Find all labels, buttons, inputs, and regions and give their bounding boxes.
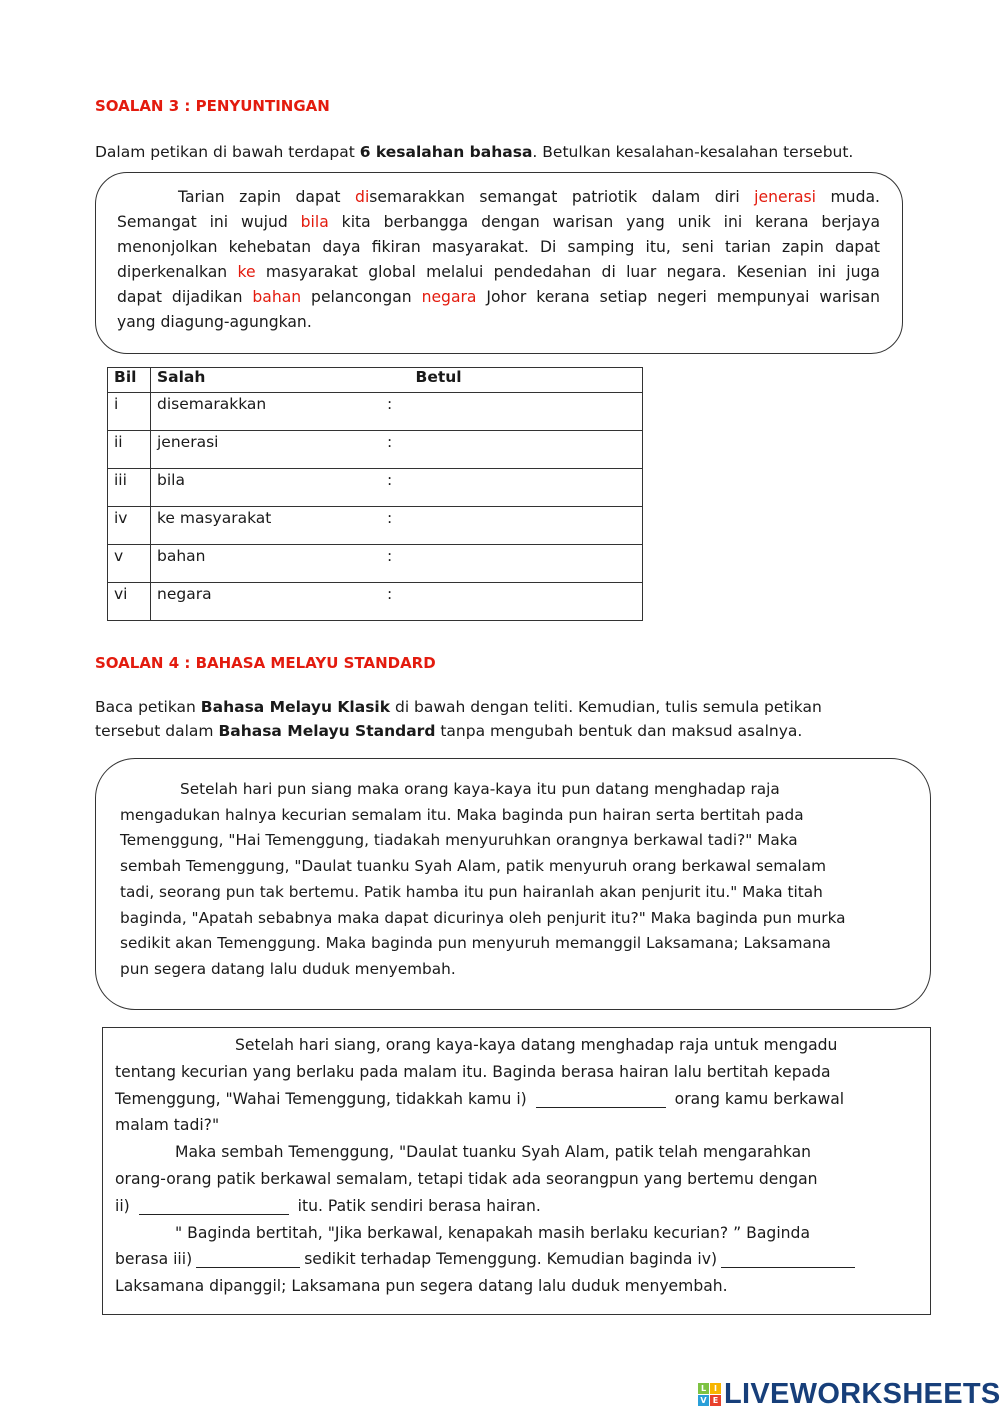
passage-text: pelancongan [301,288,422,306]
betul-input[interactable] [401,473,635,499]
betul-input[interactable] [401,397,635,423]
standard-line [115,1277,728,1295]
classic-line: sedikit akan Temenggung. Maka baginda pun menyuruh memanggil Laksamana; Laksamana [120,934,831,953]
standard-text: " Baginda bertitah, "Jika berkawal, kenapakah masih berlaku kecurian? ” Baginda [175,1223,811,1242]
passage-text: dapat dijadikan [117,288,253,306]
cell-bil: iv [108,507,151,545]
passage-text: muda. [816,188,880,206]
instr-text: Dalam petikan di bawah terdapat [95,143,360,161]
classic-line: sembah Temenggung, "Daulat tuanku Syah Alam, patik menyuruh orang berkawal semalam [120,857,827,876]
q4-instruction-2 [95,722,802,740]
instr-bold: 6 kesalahan bahasa [359,143,533,161]
standard-line [115,1250,859,1268]
classic-line: mengadukan halnya kecurian semalam itu. Maka baginda pun hairan serta bertitah pada [120,805,804,824]
error-word: negara [421,288,477,306]
cell-salah [151,431,643,469]
passage-line [117,288,880,310]
classic-line: pun segera datang lalu duduk menyembah. [120,959,456,978]
separator: : [387,433,393,451]
separator: : [387,471,393,489]
standard-line [175,1143,811,1161]
passage-text: diperkenalkan [117,263,238,281]
cell-bil: v [108,545,151,583]
answer-blank-input[interactable] [196,1251,300,1268]
separator: : [387,547,393,565]
table-row [108,583,643,621]
passage-line [117,313,880,335]
answer-blank-input[interactable] [139,1198,289,1215]
liveworksheets-logo [698,1378,1000,1411]
standard-line [235,1036,837,1054]
instr-text: di bawah dengan teliti. Kemudian, tulis semula petikan [390,698,822,716]
standard-text: orang-orang patik berkawal semalam, tetapi tidak ada seorangpun yang bertemu dengan [115,1170,818,1188]
standard-text: tentang kecurian yang berlaku pada malam itu. Baginda berasa hairan lalu bertitah kepada [115,1062,831,1081]
cell-salah [151,507,643,545]
logo-icon: L I V E [698,1383,721,1406]
correction-table [107,367,643,621]
cell-bil: ii [108,431,151,469]
standard-text: Temenggung, "Wahai Temenggung, tidakkah kamu i) [115,1089,532,1108]
passage-text: Semangat ini wujud [117,213,301,231]
table-header [108,368,643,393]
classic-line: tadi, seorang pun tak bertemu. Patik hamba itu pun hairanlah akan penjurit itu." Maka titah [120,882,823,901]
q4-title: SOALAN 4 : BAHASA MELAYU STANDARD [95,654,436,672]
passage-line [117,238,880,260]
q3-instruction [95,143,853,161]
table-row [108,469,643,507]
instr-text: tersebut dalam [95,722,219,740]
separator: : [387,509,393,527]
standard-text: Setelah hari siang, orang kaya-kaya datang menghadap raja untuk mengadu [235,1036,838,1054]
passage-line [117,263,880,285]
separator: : [387,395,393,413]
error-word: di [355,188,370,206]
answer-blank-input[interactable] [721,1251,855,1268]
salah-text: disemarakkan [157,395,267,413]
q3-title: SOALAN 3 : PENYUNTINGAN [95,97,330,115]
passage-text: kita berbangga dengan warisan yang unik ini kerana berjaya [328,213,881,231]
salah-text: jenerasi [157,433,219,451]
header-bil: Bil [108,368,151,393]
salah-text: negara [157,585,212,603]
standard-text: Laksamana dipanggil; Laksamana pun segera datang lalu duduk menyembah. [115,1277,728,1296]
standard-text: ii) [115,1196,135,1215]
answer-blank-input[interactable] [536,1091,666,1108]
betul-input[interactable] [401,511,635,537]
standard-line [115,1116,219,1134]
instr-bold: Bahasa Melayu Standard [218,722,436,740]
standard-text: Maka sembah Temenggung, "Daulat tuanku Syah Alam, patik telah mengarahkan [175,1143,812,1162]
salah-text: ke masyarakat [157,509,272,527]
cell-salah [151,583,643,621]
betul-input[interactable] [401,435,635,461]
instr-text: tanpa mengubah bentuk dan maksud asalnya. [435,722,803,740]
error-word: bahan [252,288,302,306]
classic-line: baginda, "Apatah sebabnya maka dapat dicurinya oleh penjurit itu?" Maka baginda pun murka [120,908,846,927]
logo-text: LIVEWORKSHEETS [724,1378,1000,1410]
header-salah: Salah [157,368,206,386]
betul-input[interactable] [401,549,635,575]
standard-text: sedikit terhadap Temenggung. Kemudian baginda iv) [304,1250,718,1269]
error-word: ke [237,263,256,281]
passage-text: semarakkan semangat patriotik dalam diri [369,188,755,206]
standard-text: malam tadi?" [115,1116,220,1135]
header-salah-betul [151,368,643,393]
table-row [108,545,643,583]
separator: : [387,585,393,603]
standard-line [175,1224,810,1242]
header-betul: Betul [415,368,462,386]
passage-line [178,188,880,210]
passage-text: yang diagung-agungkan. [117,313,312,331]
standard-line [115,1063,831,1081]
classic-line: Setelah hari pun siang maka orang kaya-kaya itu pun datang menghadap raja [180,780,780,798]
salah-text: bahan [157,547,206,565]
cell-bil: i [108,393,151,431]
standard-line [115,1090,844,1108]
instr-text: Baca petikan [95,698,201,716]
passage-text: masyarakat global melalui pendedahan di luar negara. Kesenian ini juga [255,263,880,281]
passage-text: Johor kerana setiap negeri mempunyai warisan [476,288,881,306]
cell-salah [151,393,643,431]
passage-text: menonjolkan kehebatan daya fikiran masyarakat. Di samping itu, seni tarian zapin dapat [117,238,880,256]
passage-line [117,213,880,235]
standard-line [115,1197,541,1215]
standard-text: itu. Patik sendiri berasa hairan. [292,1196,541,1215]
instr-text: . Betulkan kesalahan-kesalahan tersebut. [532,143,854,161]
betul-input[interactable] [401,587,635,613]
cell-salah [151,545,643,583]
cell-salah [151,469,643,507]
error-word: bila [300,213,329,231]
table-row [108,507,643,545]
standard-line [115,1170,818,1188]
error-word: jenerasi [754,188,816,206]
standard-text: orang kamu berkawal [669,1089,845,1108]
instr-bold: Bahasa Melayu Klasik [200,698,391,716]
salah-text: bila [157,471,185,489]
standard-text: berasa iii) [115,1250,193,1269]
cell-bil: vi [108,583,151,621]
table-row [108,393,643,431]
table-row [108,431,643,469]
q4-instruction-1 [95,698,822,716]
cell-bil: iii [108,469,151,507]
passage-text: Tarian zapin dapat [178,188,356,206]
classic-line: Temenggung, "Hai Temenggung, tiadakah menyuruhkan orangnya berkawal tadi?" Maka [120,831,798,850]
